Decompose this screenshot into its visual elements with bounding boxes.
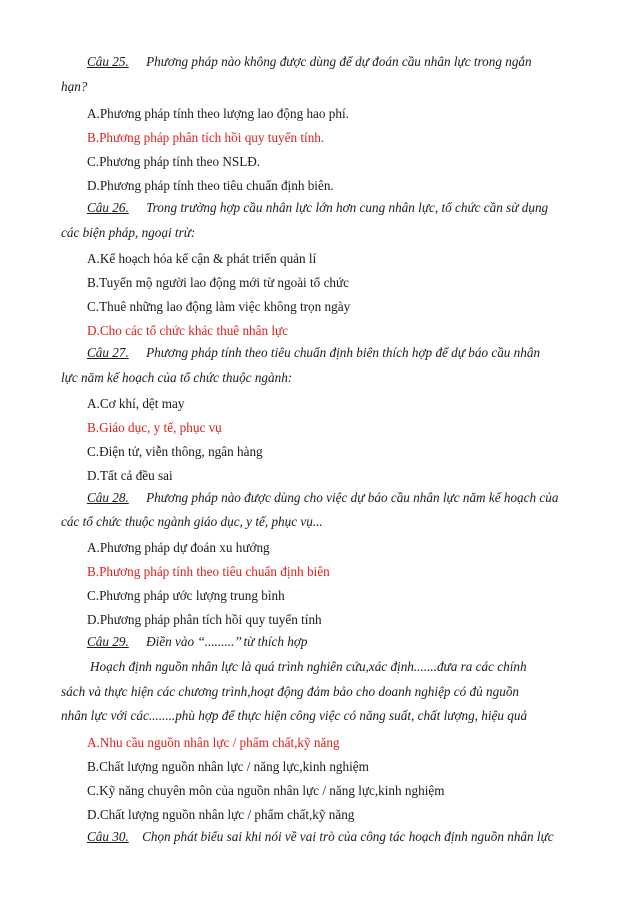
option-letter: D. [87, 468, 100, 483]
option-text: Cơ khí, dệt may [99, 396, 185, 411]
question-25-line2 [61, 79, 87, 95]
question-29-paragraph-line2 [61, 684, 519, 700]
question-28-number: Câu 28. [87, 490, 129, 505]
option-text: Phương pháp tính theo tiêu chuẩn định biên. [99, 178, 334, 193]
option-letter: A. [87, 735, 100, 750]
option-text: Phương pháp dự đoán xu hướng [99, 540, 270, 555]
question-26-text: Trong trường hợp cầu nhân lực lớn hơn cung nhân lực, tổ chức cần sử dụng [146, 200, 549, 215]
question-27-line2 [61, 370, 292, 386]
option-letter: A. [87, 396, 100, 411]
option-text: Phương pháp ước lượng trung bình [99, 588, 285, 603]
option-text: Phương pháp tính theo NSLĐ. [99, 154, 261, 169]
paragraph-text: Hoạch định nguồn nhân lực là quá trình nghiên cứu,xác định.......đưa ra các chính [90, 659, 527, 674]
question-27-text-cont: lực năm kế hoạch của tổ chức thuộc ngành: [61, 370, 293, 385]
question-27-number: Câu 27. [87, 345, 129, 360]
question-29-line1 [87, 634, 308, 650]
option-letter: A. [87, 251, 100, 266]
option-text: Giáo dục, y tế, phục vụ [99, 420, 222, 435]
question-30-text: Chọn phát biểu sai khi nói về vai trò của công tác hoạch định nguồn nhân lực [142, 829, 554, 844]
question-25-line1 [87, 54, 532, 70]
option-26-d [87, 321, 288, 341]
option-text: Chất lượng nguồn nhân lực / phẩm chất,kỹ năng [99, 807, 355, 822]
question-28-line2 [61, 514, 323, 530]
option-letter: B. [87, 130, 100, 145]
option-text: Kế hoạch hóa kế cận & phát triển quản lí [99, 251, 317, 266]
option-25-b [87, 128, 324, 148]
option-text: Tuyển mộ người lao động mới từ ngoài tổ chức [99, 275, 350, 290]
option-28-a [87, 538, 270, 558]
option-letter: C. [87, 588, 100, 603]
question-29-paragraph-line3 [61, 708, 527, 724]
option-26-a [87, 249, 316, 269]
question-30-line1 [87, 829, 554, 845]
option-letter: D. [87, 807, 100, 822]
option-25-c [87, 152, 260, 172]
option-letter: B. [87, 564, 100, 579]
option-28-d [87, 610, 322, 630]
option-letter: B. [87, 275, 100, 290]
option-text: Phương pháp phân tích hồi quy tuyến tính. [99, 130, 325, 145]
option-28-c [87, 586, 285, 606]
question-26-line1 [87, 200, 548, 216]
paragraph-text: sách và thực hiện các chương trình,hoạt động đảm bảo cho doanh nghiệp có đủ nguồn [61, 684, 520, 699]
question-25-text-cont: hạn? [61, 79, 88, 94]
question-25-text: Phương pháp nào không được dùng để dự đoán cầu nhân lực trong ngắn [146, 54, 532, 69]
option-letter: D. [87, 323, 100, 338]
question-28-line1 [87, 490, 558, 506]
option-letter: A. [87, 106, 100, 121]
option-text: Cho các tổ chức khác thuê nhân lực [99, 323, 289, 338]
option-text: Phương pháp tính theo tiêu chuẩn định biên [99, 564, 330, 579]
question-26-line2 [61, 225, 195, 241]
question-29-text: Điền vào ‘‘.........’’ từ thích hợp [146, 634, 308, 649]
option-27-a [87, 394, 184, 414]
question-30-number: Câu 30. [87, 829, 129, 844]
question-25-number: Câu 25. [87, 54, 129, 69]
option-text: Thuê những lao động làm việc không trọn ngày [99, 299, 351, 314]
option-letter: C. [87, 299, 100, 314]
question-26-text-cont: các biện pháp, ngoại trừ: [61, 225, 196, 240]
option-letter: B. [87, 420, 100, 435]
question-29-number: Câu 29. [87, 634, 129, 649]
option-text: Nhu cầu nguồn nhân lực / phẩm chất,kỹ năng [99, 735, 340, 750]
question-27-text: Phương pháp tính theo tiêu chuẩn định biên thích hợp để dự báo cầu nhân [146, 345, 541, 360]
option-text: Phương pháp tính theo lượng lao động hao phí. [99, 106, 349, 121]
option-25-a [87, 104, 349, 124]
option-29-d [87, 805, 354, 825]
option-text: Điện tử, viễn thông, ngân hàng [99, 444, 263, 459]
option-text: Kỹ năng chuyên môn của nguồn nhân lực / năng lực,kinh nghiệm [99, 783, 445, 798]
option-27-d [87, 466, 173, 486]
option-29-a [87, 733, 340, 753]
question-28-text-cont: các tổ chức thuộc ngành giáo dục, y tế, phục vụ... [61, 514, 323, 529]
option-letter: C. [87, 154, 100, 169]
option-27-c [87, 442, 263, 462]
option-letter: D. [87, 612, 100, 627]
question-28-text: Phương pháp nào được dùng cho việc dự báo cầu nhân lực năm kế hoạch của [146, 490, 559, 505]
paragraph-text: nhân lực với các........phù hợp để thực hiện công việc có năng suất, chất lượng, hiệu quả [61, 708, 528, 723]
option-29-c [87, 781, 444, 801]
option-text: Chất lượng nguồn nhân lực / năng lực,kinh nghiệm [99, 759, 369, 774]
option-letter: D. [87, 178, 100, 193]
option-28-b [87, 562, 330, 582]
option-29-b [87, 757, 369, 777]
option-text: Tất cả đều sai [99, 468, 173, 483]
question-27-line1 [87, 345, 540, 361]
option-26-b [87, 273, 349, 293]
option-letter: C. [87, 444, 100, 459]
question-26-number: Câu 26. [87, 200, 129, 215]
option-25-d [87, 176, 334, 196]
option-letter: C. [87, 783, 100, 798]
option-letter: A. [87, 540, 100, 555]
option-letter: B. [87, 759, 100, 774]
question-29-paragraph-line1 [90, 659, 527, 675]
option-27-b [87, 418, 222, 438]
option-26-c [87, 297, 350, 317]
option-text: Phương pháp phân tích hồi quy tuyến tính [99, 612, 322, 627]
